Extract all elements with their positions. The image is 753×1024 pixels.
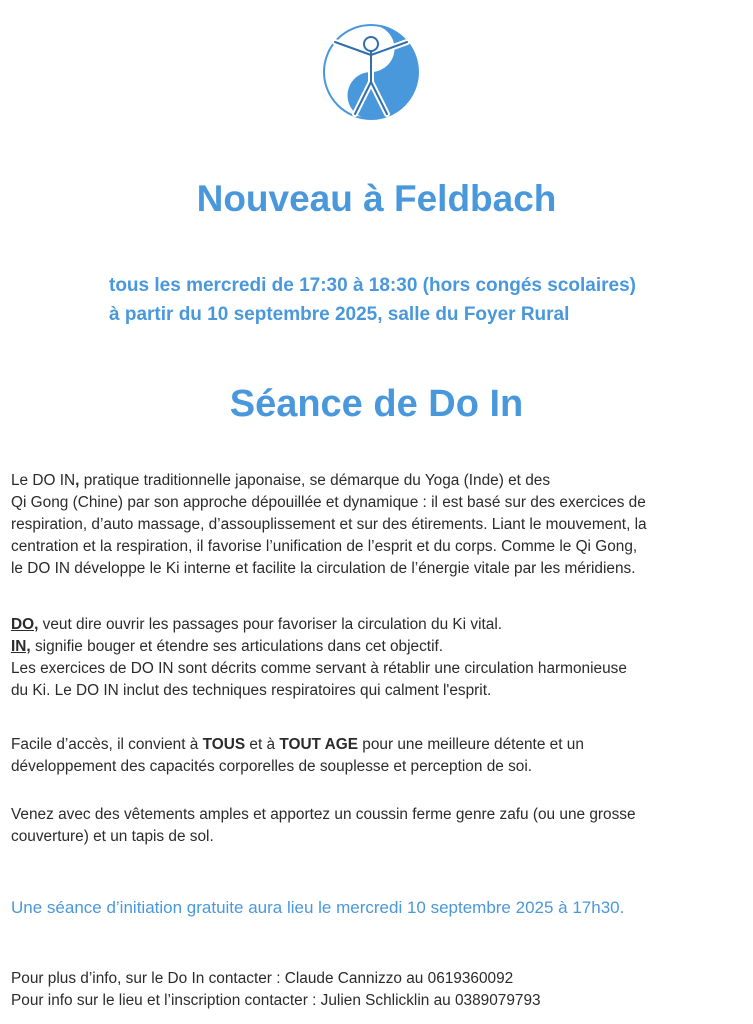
schedule-line: tous les mercredi de 17:30 à 18:30 (hors congés scolaires) — [109, 275, 636, 296]
intro-paragraph — [11, 470, 741, 580]
intro-line: Qi Gong (Chine) par son approche dépouillée et dynamique : il est basé sur des exercices de — [11, 494, 646, 511]
in-definition: signifie bouger et étendre ses articulations dans cet objectif. — [30, 638, 444, 655]
in-term: IN, — [11, 638, 31, 655]
session-title: Séance de Do In — [229, 383, 524, 425]
intro-line: respiration, d’auto massage, d’assouplissement et sur des étirements. Liant le mouvement, la — [11, 516, 647, 533]
intro-line: le DO IN développe le Ki interne et facilite la circulation de l’énergie vitale par les méridiens. — [11, 560, 636, 577]
schedule-line: à partir du 10 septembre 2025, salle du Foyer Rural — [109, 304, 570, 325]
access-text: et à — [245, 736, 280, 753]
access-line: développement des capacités corporelles de souplesse et perception de soi. — [11, 758, 533, 775]
do-definition: veut dire ouvrir les passages pour favoriser la circulation du Ki vital. — [38, 616, 503, 633]
access-text: Facile d’accès, il convient à — [11, 736, 203, 753]
do-term: DO, — [11, 616, 39, 633]
contact-line: Pour info sur le lieu et l’inscription contacter : Julien Schlicklin au 0389079793 — [11, 992, 541, 1009]
page-title: Nouveau à Feldbach — [196, 178, 557, 219]
initiation-notice: Une séance d’initiation gratuite aura lieu le mercredi 10 septembre 2025 à 17h30. — [11, 898, 625, 917]
tout-age-emphasis: TOUT AGE — [279, 736, 359, 753]
access-text: pour une meilleure détente et un — [358, 736, 584, 753]
intro-lead: Le DO IN — [11, 472, 76, 489]
clothes-line: Venez avec des vêtements amples et apportez un coussin ferme genre zafu (ou une grosse — [11, 806, 636, 823]
meaning-line: Les exercices de DO IN sont décrits comme servant à rétablir une circulation harmonieuse — [11, 660, 627, 677]
tous-emphasis: TOUS — [202, 736, 246, 753]
clothes-line: couverture) et un tapis de sol. — [11, 828, 214, 845]
intro-text: pratique traditionnelle japonaise, se démarque du Yoga (Inde) et des — [79, 472, 551, 489]
access-paragraph — [11, 734, 741, 778]
yin-yang-human-figure-icon — [321, 22, 421, 122]
intro-comma: , — [75, 472, 80, 489]
clothes-paragraph — [11, 804, 741, 848]
meaning-line: du Ki. Le DO IN inclut des techniques respiratoires qui calment l'esprit. — [11, 682, 492, 699]
meaning-paragraph — [11, 614, 741, 702]
intro-line: centration et la respiration, il favorise l’unification de l’esprit et du corps. Comme le Qi Gong, — [11, 538, 638, 555]
contact-line: Pour plus d’info, sur le Do In contacter : Claude Cannizzo au 0619360092 — [11, 970, 514, 987]
contacts-block — [11, 968, 741, 1012]
